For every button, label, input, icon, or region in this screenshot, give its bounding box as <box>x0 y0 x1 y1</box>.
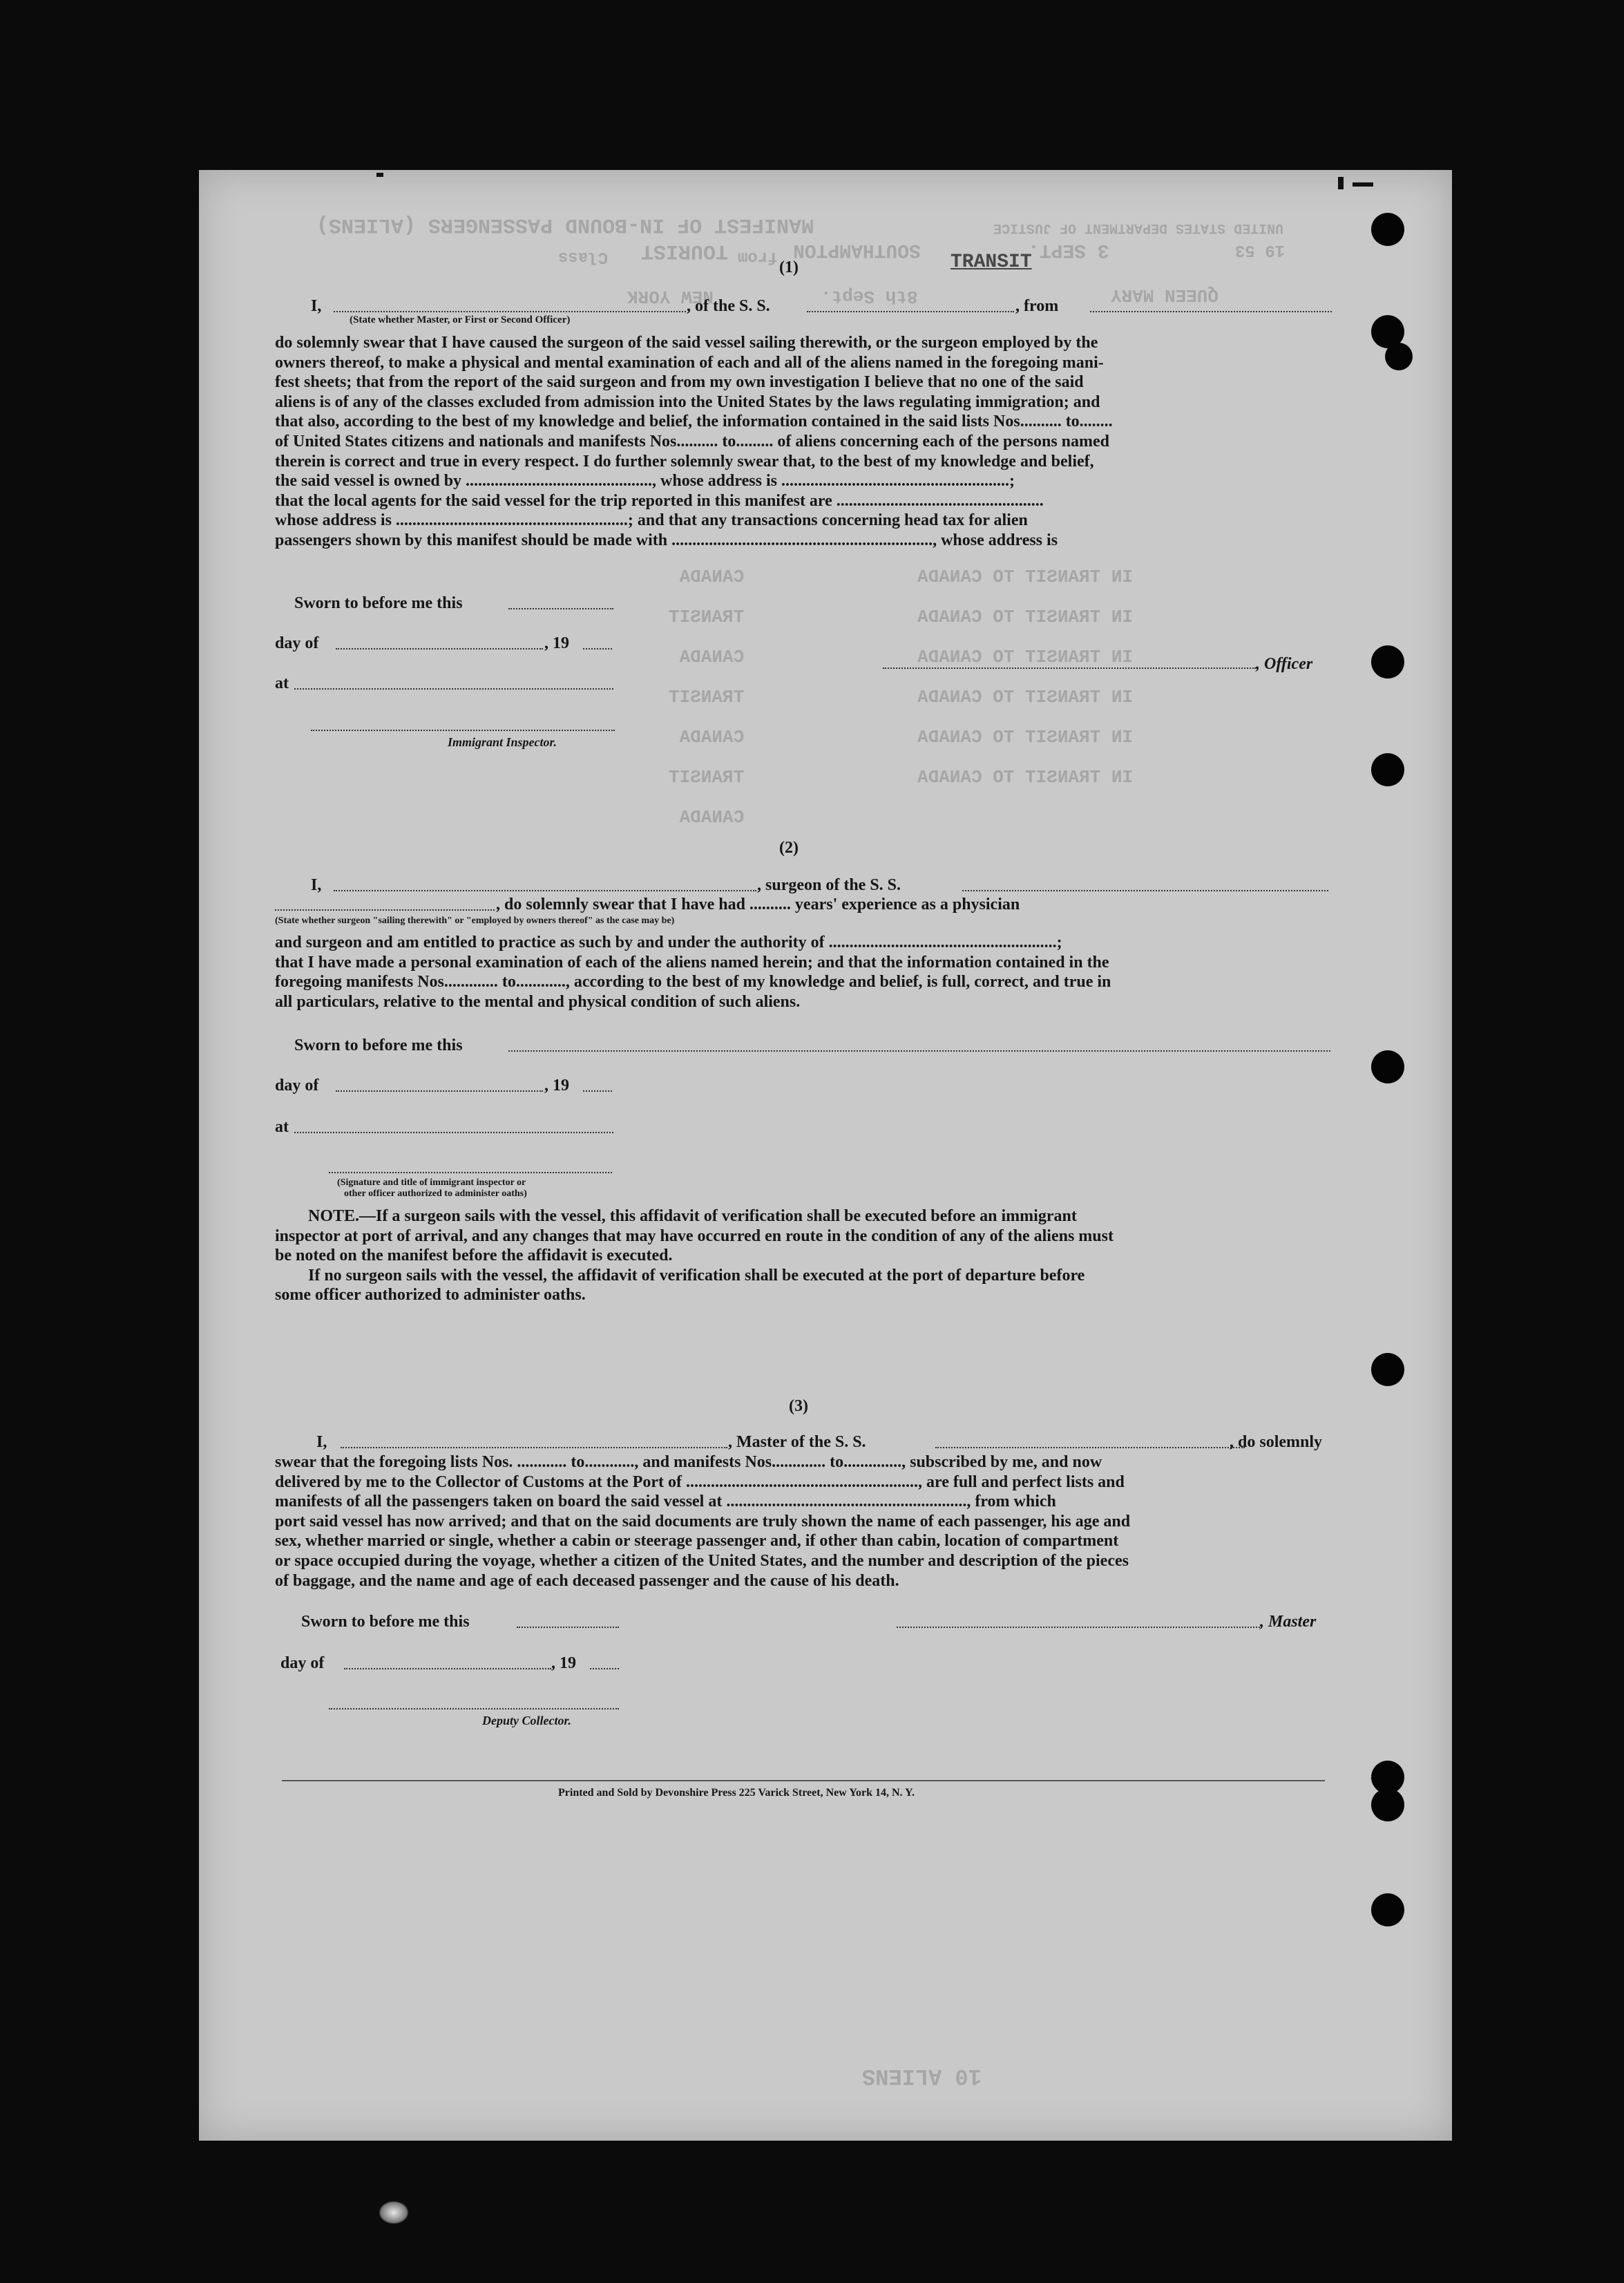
section2-surgeon-line <box>334 890 756 891</box>
ghost-arrival: 8th Sept. <box>821 286 918 307</box>
ghost-port: NEW YORK <box>627 286 714 307</box>
binder-hole <box>1371 753 1404 786</box>
ghost-transit: TRANSIT <box>950 252 1032 273</box>
section2-surgeon-label: , surgeon of the S. S. <box>757 876 901 894</box>
section1-year: , 19 <box>544 634 569 652</box>
section2-signature-line <box>329 1172 612 1173</box>
section2-oath: and surgeon and am entitled to practice as such by and under the authority of .......................................................; that I have made a personal examination of each of the aliens named herein; and that the information contained in the foregoing manifests Nos............. to............, according to the best of my knowledge and belief, is full, correct, and true in all particulars, relative to the mental and physical condition of such aliens. <box>275 934 1111 1011</box>
section2-swear-line: , do solemnly swear that I have had .......... years' experience as a physician <box>496 896 1020 913</box>
binder-hole <box>1371 213 1404 246</box>
section2-signature-note-1: (Signature and title of immigrant inspector or <box>337 1177 526 1188</box>
binder-hole <box>1371 1788 1404 1821</box>
section1-from-line <box>1090 311 1332 312</box>
footer-printer: Printed and Sold by Devonshire Press 225 Varick Street, New York 14, N. Y. <box>558 1787 915 1799</box>
ghost-ship: QUEEN MARY <box>1111 285 1219 305</box>
section3-master: , Master <box>1260 1613 1317 1631</box>
ghost-from-label: from <box>738 247 778 266</box>
ghost-date: 3 SEPT. <box>1028 239 1109 260</box>
section2-sworn-line <box>508 1050 1330 1052</box>
ghost-title: MANIFEST OF IN-BOUND PASSENGERS (ALIENS) <box>316 213 814 236</box>
ghost-from-value: SOUTHAMPTON <box>793 239 921 260</box>
section1-at-line <box>294 688 613 690</box>
section2-signature-note-2: other officer authorized to administer oaths) <box>344 1188 527 1199</box>
section3-year-line <box>590 1668 619 1669</box>
ink-mark <box>376 173 383 177</box>
section2-i: I, <box>311 876 322 894</box>
section1-ship-label: , of the S. S. <box>687 297 770 315</box>
section3-master-line <box>341 1447 727 1448</box>
ghost-column-a: CANADA TRANSIT CANADA TRANSIT CANADA TRANSIT CANADA <box>669 567 745 828</box>
section2-note: (State whether surgeon "sailing therewith" or "employed by owners thereof" as the case may be) <box>275 916 675 926</box>
section1-from-label: , from <box>1015 297 1059 315</box>
section2-year: , 19 <box>544 1077 569 1095</box>
section3-collector-line <box>329 1708 619 1709</box>
section1-note: (State whether Master, or First or Second Officer) <box>350 314 571 325</box>
ink-mark <box>1338 177 1344 189</box>
section3-end: , do solemnly <box>1230 1433 1323 1451</box>
ghost-dept: UNITED STATES DEPARTMENT OF JUSTICE <box>993 220 1284 236</box>
section3-master-label: , Master of the S. S. <box>728 1433 866 1451</box>
section3-year: , 19 <box>551 1654 576 1672</box>
section3-number: (3) <box>789 1397 808 1415</box>
section1-inspector: Immigrant Inspector. <box>448 735 557 749</box>
scan-speck <box>379 2201 409 2224</box>
section2-sworn: Sworn to before me this <box>294 1036 463 1054</box>
section1-number: (1) <box>779 258 799 276</box>
section3-ship-line <box>935 1447 1245 1448</box>
ghost-year: 19 53 <box>1235 240 1286 259</box>
section2-day-line <box>336 1090 543 1092</box>
ghost-class-value: TOURIST <box>641 239 729 263</box>
section1-i: I, <box>311 297 322 315</box>
section1-day-of: day of <box>275 634 319 652</box>
section3-i: I, <box>316 1433 327 1451</box>
section1-oath: do solemnly swear that I have caused the surgeon of the said vessel sailing therewith, or the surgeon employed by the owners thereof, to make a physical and mental examination of each and all of the aliens named in the foregoing mani- fest sheets; that from the report of the said surgeon and from my own investigation I believe that no one of the said aliens is of any of the classes excluded from admission into the United States by the laws regulating immigration; and that also, according to the best of my knowledge and belief, the information contained in the said lists Nos.......... to........ of United States citizens and nationals and manifests Nos.......... to......... of aliens concerning each of the persons named therein is correct and true in every respect. I do further solemnly swear that, to the best of my knowledge and belief, the said vessel is owned by ............................................., whose address is .......................................................; that the local agents for the said vessel for the trip reported in this manifest are .................................................. whose address is ........................................................; and that any transactions concerning head tax for alien passengers shown by this manifest should be made with ..............................................................., whose address is <box>275 334 1113 549</box>
footer-rule <box>282 1780 1325 1781</box>
ink-mark <box>1353 182 1373 187</box>
section3-sworn-line <box>517 1627 619 1628</box>
ghost-class-label: Class <box>558 247 609 266</box>
ghost-bottom: 10 ALIENS <box>862 2063 982 2089</box>
section2-ship-line <box>962 890 1328 891</box>
section3-day-line <box>344 1668 551 1669</box>
manifest-sheet <box>199 170 1452 2141</box>
section2-instructions: NOTE.—If a surgeon sails with the vessel, this affidavit of verification shall be executed before an immigrant inspector at port of arrival, and any changes that may have occurred en route in the condition of any of the aliens must be noted on the manifest before the affidavit is executed. If no surgeon sails with the vessel, the affidavit of verification shall be executed at the port of departure before some officer authorized to administer oaths. <box>275 1207 1114 1305</box>
section2-status-line <box>275 909 495 911</box>
section3-oath: swear that the foregoing lists Nos. ............ to............, and manifests Nos............. to.............., subscribed by me, and now delivered by me to the Collector of Customs at the Port of ........................................................, are full and perfect lists and manifests of all the passengers taken on board the said vessel at .........................................................., from which port said vessel has now arrived; and that on the said documents are truly shown the name of each passenger, his age and sex, whether married or single, whether a cabin or steerage passenger and, if other than cabin, location of compartment or space occupied during the voyage, whether a citizen of the United States, and the number and description of the pieces of baggage, and the name and age of each deceased passenger and the cause of his death. <box>275 1453 1131 1590</box>
section1-inspector-line <box>311 730 615 731</box>
binder-hole <box>1371 1050 1404 1083</box>
section3-collector: Deputy Collector. <box>482 1714 571 1727</box>
section1-officer-signature-line <box>883 667 1256 669</box>
section3-sworn: Sworn to before me this <box>301 1613 470 1631</box>
section1-year-line <box>583 648 612 650</box>
section1-at: at <box>275 674 289 692</box>
binder-hole <box>1371 645 1404 679</box>
section3-master-signature-line <box>897 1627 1260 1628</box>
section2-year-line <box>583 1090 612 1092</box>
section2-at: at <box>275 1118 289 1136</box>
section1-officer-line <box>334 311 686 312</box>
section1-sworn: Sworn to before me this <box>294 594 463 612</box>
ghost-column-b: IN TRANSIT TO CANADA IN TRANSIT TO CANADA IN TRANSIT TO CANADA IN TRANSIT TO CANADA IN TRANSIT TO CANADA IN TRANSIT TO CANADA <box>917 567 1134 788</box>
binder-hole <box>1371 1893 1404 1926</box>
binder-hole <box>1385 343 1413 370</box>
section1-sworn-line <box>508 608 613 609</box>
section1-ship-line <box>807 311 1014 312</box>
section2-number: (2) <box>779 839 799 857</box>
binder-hole <box>1371 1353 1404 1386</box>
section1-officer: , Officer <box>1256 655 1313 673</box>
section2-at-line <box>294 1132 613 1133</box>
section2-day-of: day of <box>275 1077 319 1095</box>
section3-day-of: day of <box>280 1654 325 1672</box>
section1-day-line <box>336 648 543 650</box>
